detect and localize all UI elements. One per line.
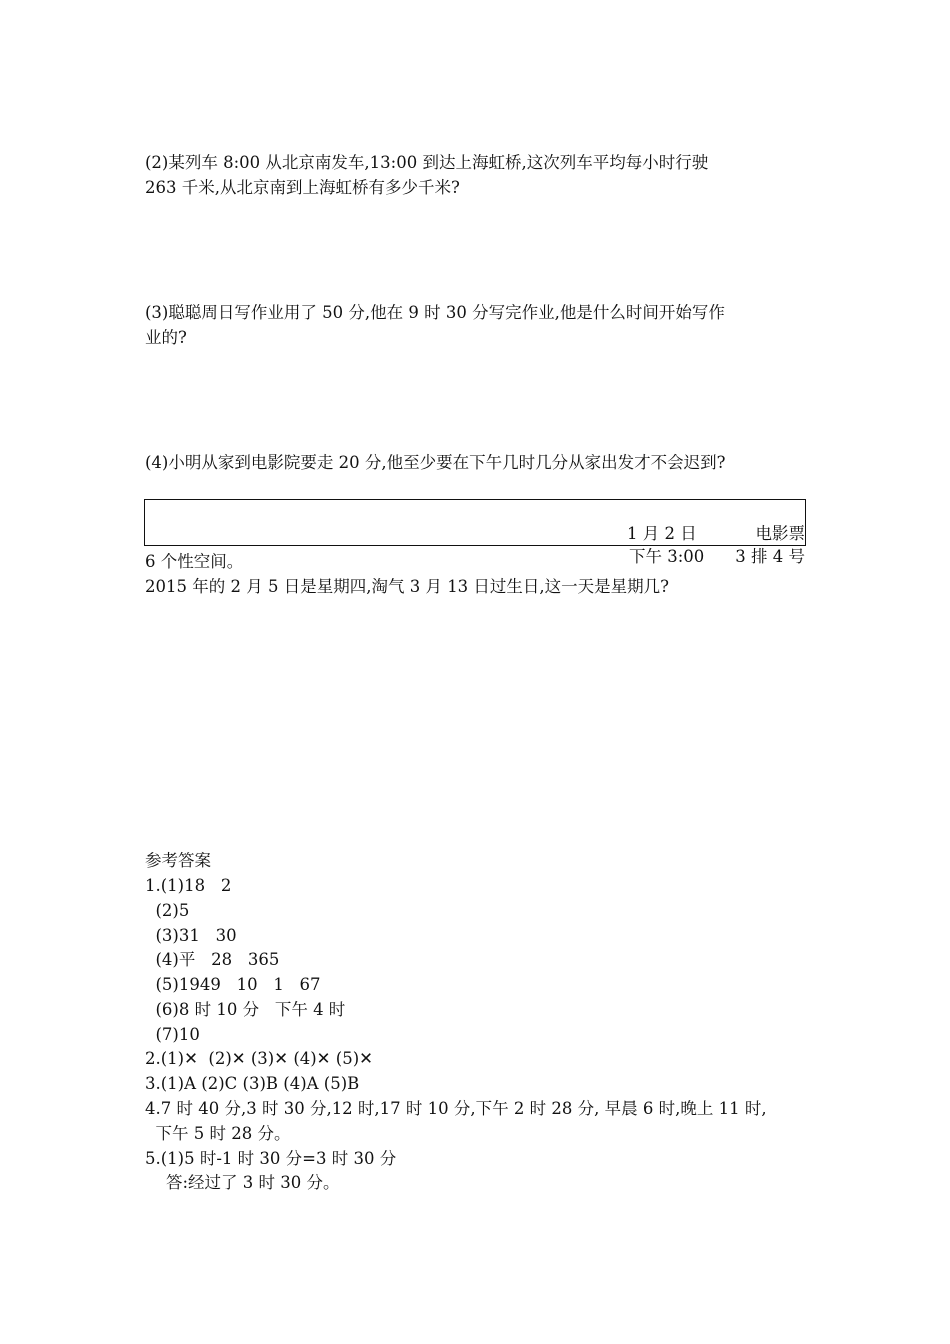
question-3-line-1: (3)聪聪周日写作业用了 50 分,他在 9 时 30 分写完作业,他是什么时间开始写作	[145, 303, 725, 322]
question-3-line-2: 业的?	[145, 328, 187, 347]
ticket-time: 下午 3:00	[629, 547, 705, 566]
answer-line: 3.(1)A (2)C (3)B (4)A (5)B	[145, 1074, 360, 1093]
answer-line: (7)10	[145, 1025, 200, 1044]
ticket-seat: 3 排 4 号	[735, 547, 805, 566]
answer-line: (6)8 时 10 分 下午 4 时	[145, 1000, 346, 1019]
question-4-line-1: (4)小明从家到电影院要走 20 分,他至少要在下午几时几分从家出发才不会迟到?	[145, 453, 726, 472]
answer-line: 5.(1)5 时-1 时 30 分=3 时 30 分	[145, 1149, 397, 1168]
answer-line: (5)1949 10 1 67	[145, 975, 321, 994]
answer-line: (3)31 30	[145, 926, 237, 945]
answer-line: 2.(1)✕ (2)✕ (3)✕ (4)✕ (5)✕	[145, 1049, 373, 1068]
answer-line: 1.(1)18 2	[145, 876, 232, 895]
answer-line: (2)5	[145, 901, 190, 920]
section-6-heading: 6 个性空间。	[145, 552, 244, 571]
question-2-line-2: 263 千米,从北京南到上海虹桥有多少千米?	[145, 178, 460, 197]
answer-line: 4.7 时 40 分,3 时 30 分,12 时,17 时 10 分,下午 2 时 28 分, 早晨 6 时,晚上 11 时,	[145, 1099, 767, 1118]
answer-line: 下午 5 时 28 分。	[145, 1124, 291, 1143]
question-2-line-1: (2)某列车 8:00 从北京南发车,13:00 到达上海虹桥,这次列车平均每小时行驶	[145, 153, 709, 172]
answer-line: (4)平 28 365	[145, 950, 280, 969]
answers-heading: 参考答案	[145, 851, 211, 870]
ticket-date: 1 月 2 日	[627, 524, 697, 543]
ticket-title: 电影票	[755, 524, 805, 543]
answer-line: 答:经过了 3 时 30 分。	[145, 1173, 340, 1192]
section-6-question: 2015 年的 2 月 5 日是星期四,淘气 3 月 13 日过生日,这一天是星期几?	[145, 577, 670, 596]
